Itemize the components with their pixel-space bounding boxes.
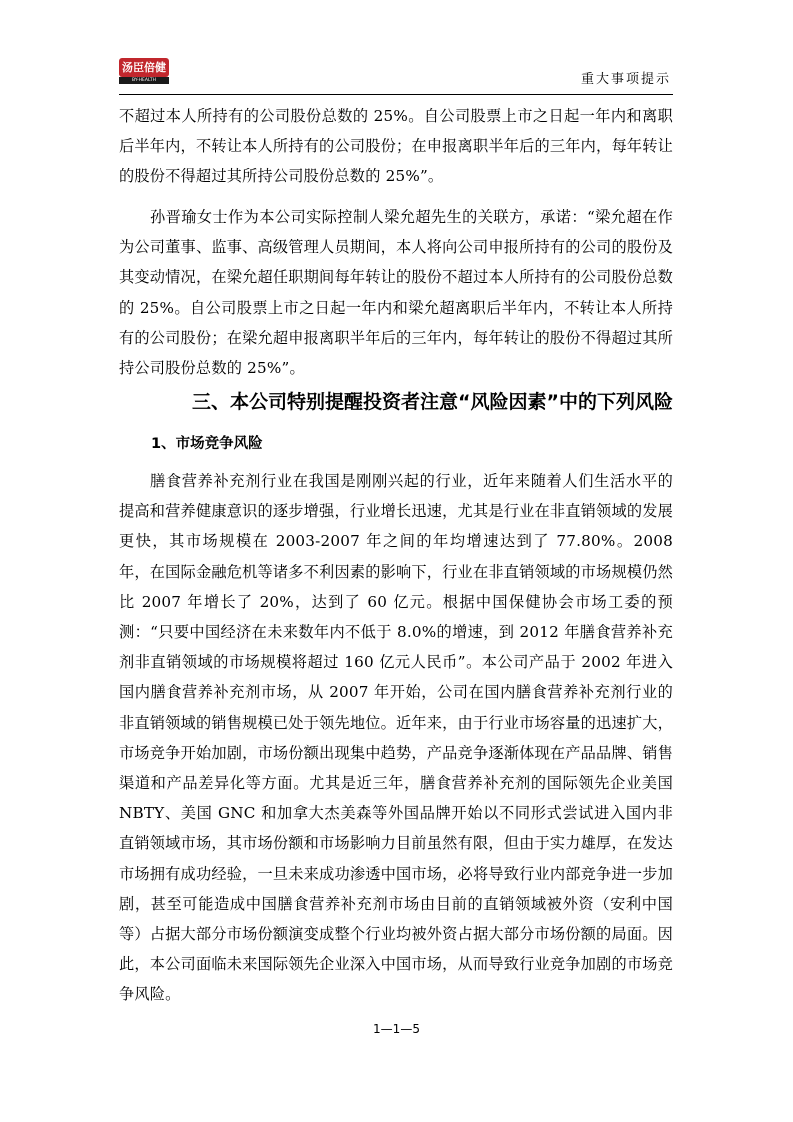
header-title: 重大事项提示 [580, 72, 671, 87]
paragraph-market-risk: 膳食营养补充剂行业在我国是刚刚兴起的行业，近年来随着人们生活水平的提高和营养健康意识的逐步增强，行业增长迅速，尤其是行业在非直销领域的发展更快，其市场规模在 2003-2007 年之间的年均增速达到了 77.80%。2008 年，在国际金融危机等诸多不利因素的影响下，行业在非直销领域的市场规模仍然比 2007 年增长了 20%，达到了 60 亿元。根据中国保健协会市场工委的预测：“只要中国经济在未来数年内不低于 8.0%的增速，到 2012 年膳食营养补充剂非直销领域的市场规模将超过 160 亿元人民币”。本公司产品于 2002 年进入国内膳食营养补充剂市场，从 2007 年开始，公司在国内膳食营养补充剂行业的非直销领域的销售规模已处于领先地位。近年来，由于行业市场容量的迅速扩大，市场竞争开始加剧，市场份额出现集中趋势，产品竞争逐渐体现在产品品牌、销售渠道和产品差异化等方面。尤其是近三年，膳食营养补充剂的国际领先企业美国 NBTY、美国 GNC 和加拿大杰美森等外国品牌开始以不同形式尝试进入国内非直销领域市场，其市场份额和市场影响力目前虽然有限，但由于实力雄厚，在发达市场拥有成功经验，一旦未来成功渗透中国市场，必将导致行业内部竞争进一步加剧，甚至可能造成中国膳食营养补充剂市场由目前的直销领域被外资（安利中国等）占据大部分市场份额演变成整个行业均被外资占据大部分市场份额的局面。因此，本公司面临未来国际领先企业深入中国市场，从而导致行业竞争加剧的市场竞争风险。 [119, 472, 673, 1004]
page-header [119, 52, 673, 95]
paragraph-commitment: 孙晋瑜女士作为本公司实际控制人梁允超先生的关联方，承诺：“梁允超在作为公司董事、监事、高级管理人员期间，本人将向公司申报所持有的公司的股份及其变动情况，在梁允超任职期间每年转让的股份不超过本人所持有的公司股份总数的 25%。自公司股票上市之日起一年内和梁允超离职后半年内，不转让本人所持有的公司股份；在梁允超申报离职半年后的三年内，每年转让的股份不得超过其所持公司股份总数的 25%”。 [119, 208, 673, 378]
logo-text: 汤臣倍健 [119, 58, 169, 77]
paragraph-continued: 不超过本人所持有的公司股份总数的 25%。自公司股票上市之日起一年内和离职后半年内，不转让本人所持有的公司股份；在申报离职半年后的三年内，每年转让的股份不得超过其所持公司股份总数的 25%”。 [119, 107, 673, 186]
page-number: 1—1—5 [373, 1022, 420, 1036]
sub-heading: 1、市场竞争风险 [151, 436, 263, 452]
logo-subtext: BY-HEALTH [119, 77, 169, 84]
company-logo [119, 58, 169, 84]
section-heading: 三、本公司特别提醒投资者注意“风险因素”中的下列风险 [192, 391, 673, 413]
